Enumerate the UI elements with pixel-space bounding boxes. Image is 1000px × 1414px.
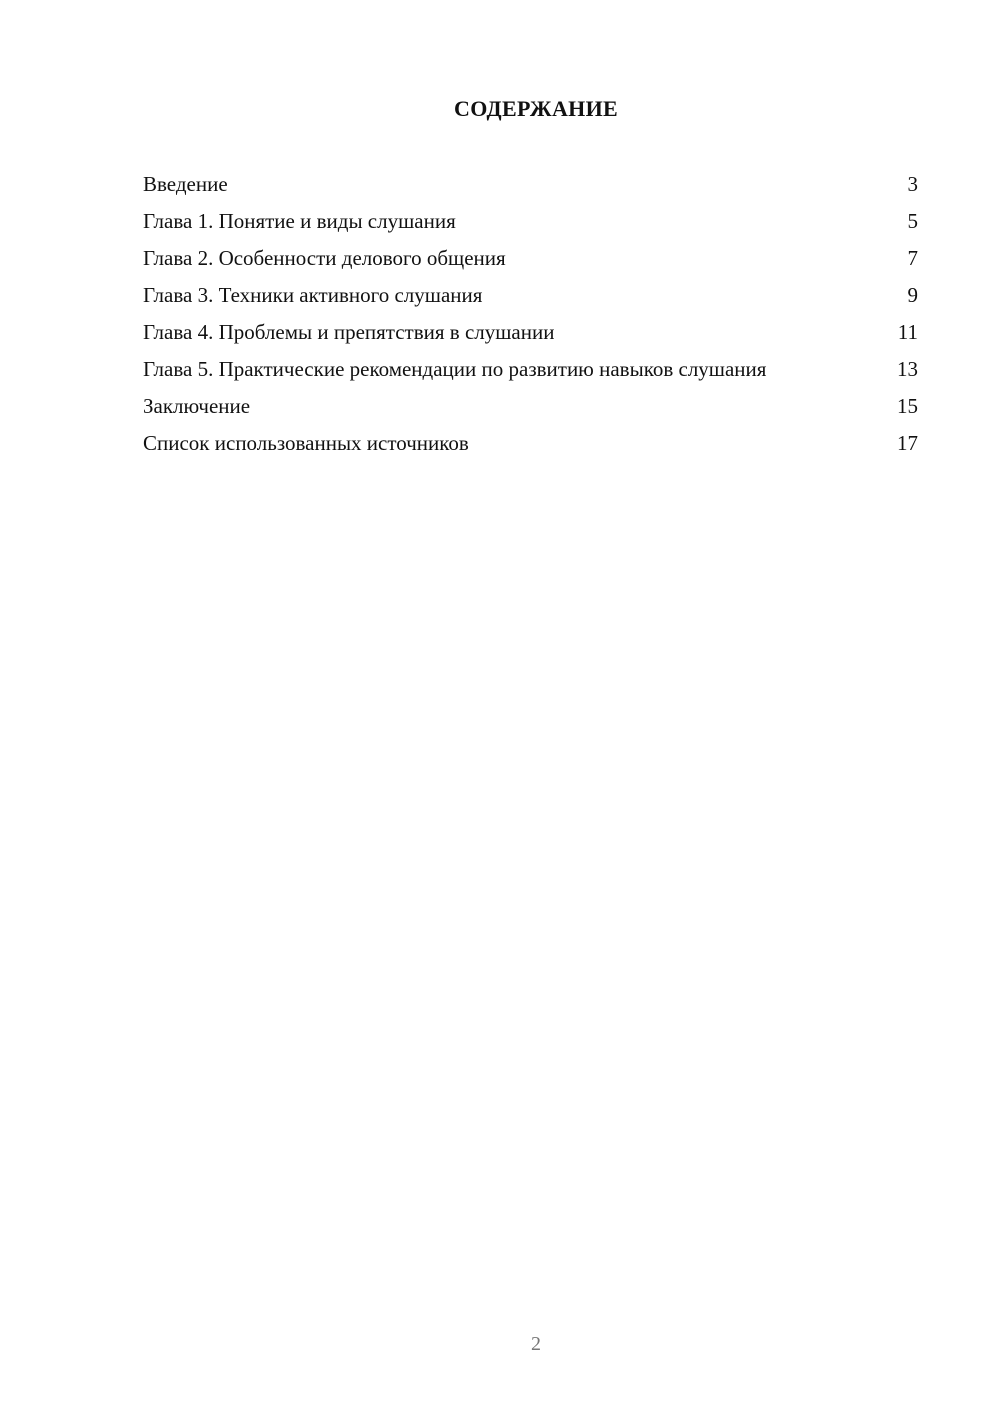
page-number: 2 [531,1333,541,1355]
toc-item-chapter-4 [143,319,918,346]
toc-item-text: Глава 3. Техники активного слушания [143,283,483,307]
toc-item-page: 13 [897,357,918,381]
toc-item-text: Глава 4. Проблемы и препятствия в слушании [143,320,555,344]
toc-item-chapter-5 [143,356,918,383]
table-of-contents [143,171,918,467]
toc-item-text: Глава 5. Практические рекомендации по развитию навыков слушания [143,357,767,381]
toc-item-page: 5 [907,209,918,233]
toc-item-text: Заключение [143,394,251,418]
toc-item-chapter-2 [143,245,918,272]
toc-item-page: 15 [897,394,918,418]
toc-item-text: Глава 2. Особенности делового общения [143,246,506,270]
toc-item-page: 3 [907,172,918,196]
toc-item-text: Глава 1. Понятие и виды слушания [143,209,456,233]
toc-item-conclusion [143,393,918,420]
toc-item-chapter-1 [143,208,918,235]
toc-item-page: 11 [897,320,918,344]
toc-item-chapter-3 [143,282,918,309]
toc-item-page: 7 [907,246,918,270]
toc-title: СОДЕРЖАНИЕ [454,96,618,121]
toc-item-page: 17 [897,431,918,455]
toc-item-text: Список использованных источников [143,431,469,455]
toc-item-page: 9 [907,283,918,307]
toc-item-text: Введение [143,172,228,196]
toc-item-references [143,430,918,457]
toc-item-introduction [143,171,918,198]
